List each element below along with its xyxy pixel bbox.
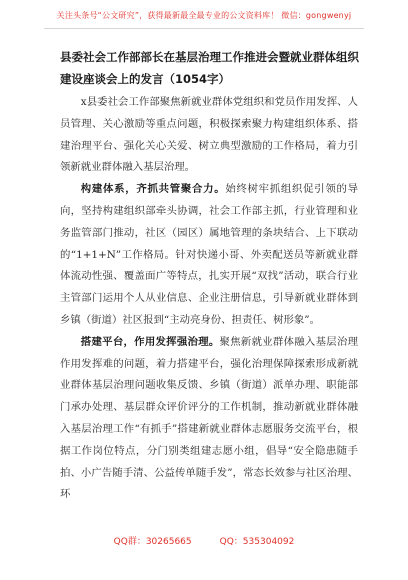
footer-contact [0, 534, 408, 547]
paragraph-text: 聚焦新就业群体融入基层治理作用发挥难的问题，着力搭建平台，强化治理保障探索形成新就业群体基层治理问题收集反馈、乡镇（街道）派单办理、职能部门承办处理、基层群众评价评分的工作机制，推动新就业群体融入基层治理工作“有抓手”搭建新就业群体志愿服务交流平台，根据工作岗位特点，分门别类组建志愿小组，倡导“安全隐患随手拍、小广告随手清、公益传单随手发”，常态长效参与社区治理、环 [60, 335, 359, 501]
document-title: 县委社会工作部部长在基层治理工作推进会暨就业群体组织建设座谈会上的发言（1054字） [60, 50, 359, 86]
paragraph-text: x县委社会工作部聚焦新就业群体党组织和党员作用发挥、人员管理、关心激励等重点问题，积极探索聚力构建组织体系、搭建治理平台、强化关心关爱、树立典型激励的工作格局，着力引领新就业群体融入基层治理。 [60, 96, 358, 174]
paragraph-heading: 构建体系，齐抓共管聚合力。 [80, 183, 226, 196]
paragraph-text: 始终树牢抓组织促引领的导向，坚持构建组织部牵头协调，社会工作部主抓，行业管理和业务监管部门推动，社区（园区）属地管理的条块结合、上下联动的“1+1+N”工作格局。针对快递小哥、外卖配送员等新就业群体流动性强、覆盖面广等特点，扎实开展“双找”活动，联合行业主管部门运用个人从业信息、企业注册信息，引导新就业群体到乡镇（街道）社区报到“主动亮身份、担责任、树形象”。 [60, 183, 359, 326]
header-divider [44, 28, 364, 29]
paragraph-build-system [60, 179, 358, 332]
qq-number: QQ：535304092 [219, 537, 295, 547]
paragraph-intro [60, 92, 358, 179]
document-body [60, 92, 358, 506]
top-banner: 关注头条号“公文研究”，获得最新最全最专业的公文资料库！ 微信：gongwenyj [56, 11, 352, 20]
paragraph-build-platform [60, 332, 358, 506]
paragraph-heading: 搭建平台，作用发挥强治理。 [80, 335, 220, 348]
qq-group-number: QQ群：30265665 [113, 537, 192, 547]
